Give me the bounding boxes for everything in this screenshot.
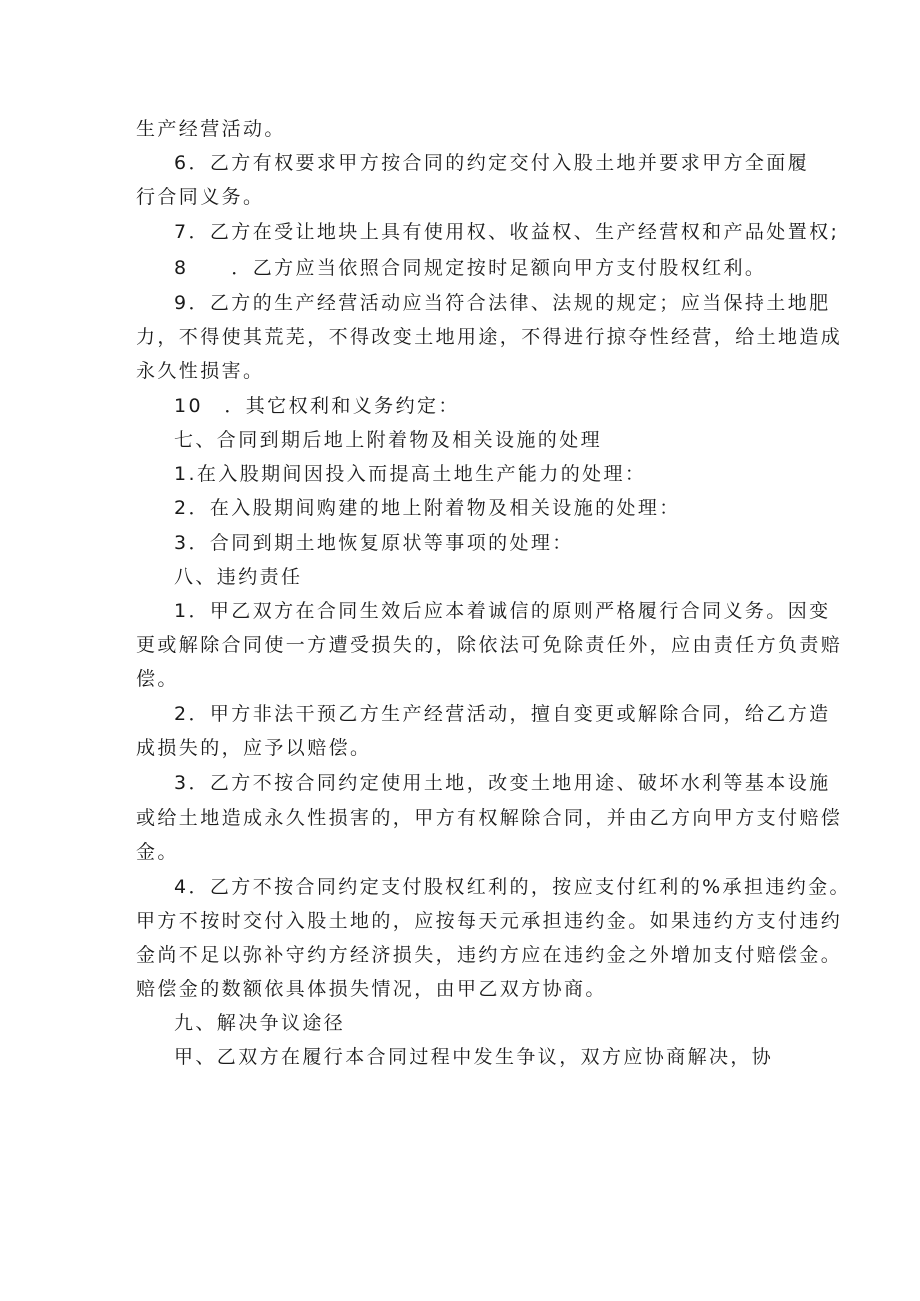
text-line: 偿。: [136, 668, 179, 690]
text-line: 金。: [136, 841, 179, 863]
text-line: 9．乙方的生产经营活动应当符合法律、法规的规定；应当保持土地肥: [174, 292, 831, 314]
text-line: 力，不得使其荒芜，不得改变土地用途，不得进行掠夺性经营，给土地造成: [136, 326, 843, 348]
text-line: 4．乙方不按合同约定支付股权红利的，按应支付红利的%承担违约金。: [174, 876, 851, 898]
text-line: 或给土地造成永久性损害的，甲方有权解除合同，并由乙方向甲方支付赔偿: [136, 807, 843, 829]
text-line: 6．乙方有权要求甲方按合同的约定交付入股土地并要求甲方全面履: [174, 152, 810, 174]
text-line: 甲、乙双方在履行本合同过程中发生争议，双方应协商解决，协: [174, 1046, 774, 1068]
section-heading: 八、违约责任: [174, 566, 303, 588]
section-heading: 七、合同到期后地上附着物及相关设施的处理: [174, 429, 603, 451]
text-line: 2．在入股期间购建的地上附着物及相关设施的处理：: [174, 497, 681, 519]
text-line: 1.在入股期间因投入而提高土地生产能力的处理：: [174, 463, 647, 485]
text-line: 10 ．其它权利和义务约定：: [174, 395, 460, 417]
text-line: 7．乙方在受让地块上具有使用权、收益权、生产经营权和产品处置权;: [174, 221, 840, 243]
text-line: 3．合同到期土地恢复原状等事项的处理：: [174, 532, 574, 554]
text-line: 行合同义务。: [136, 186, 265, 208]
text-line: 生产经营活动。: [136, 118, 286, 140]
text-line: 1．甲乙双方在合同生效后应本着诚信的原则严格履行合同义务。因变: [174, 600, 831, 622]
text-line: 永久性损害。: [136, 360, 265, 382]
text-line: 8 ．乙方应当依照合同规定按时足额向甲方支付股权红利。: [174, 257, 767, 279]
text-line: 赔偿金的数额依具体损失情况，由甲乙双方协商。: [136, 978, 607, 1000]
text-line: 甲方不按时交付入股土地的，应按每天元承担违约金。如果违约方支付违约: [136, 910, 843, 932]
text-line: 3．乙方不按合同约定使用土地，改变土地用途、破坏水利等基本设施: [174, 772, 831, 794]
text-line: 金尚不足以弥补守约方经济损失，违约方应在违约金之外增加支付赔偿金。: [136, 944, 843, 966]
text-line: 成损失的，应予以赔偿。: [136, 737, 372, 759]
text-line: 2．甲方非法干预乙方生产经营活动，擅自变更或解除合同，给乙方造: [174, 703, 831, 725]
section-heading: 九、解决争议途径: [174, 1012, 346, 1034]
text-line: 更或解除合同使一方遭受损失的，除依法可免除责任外，应由责任方负责赔: [136, 634, 843, 656]
